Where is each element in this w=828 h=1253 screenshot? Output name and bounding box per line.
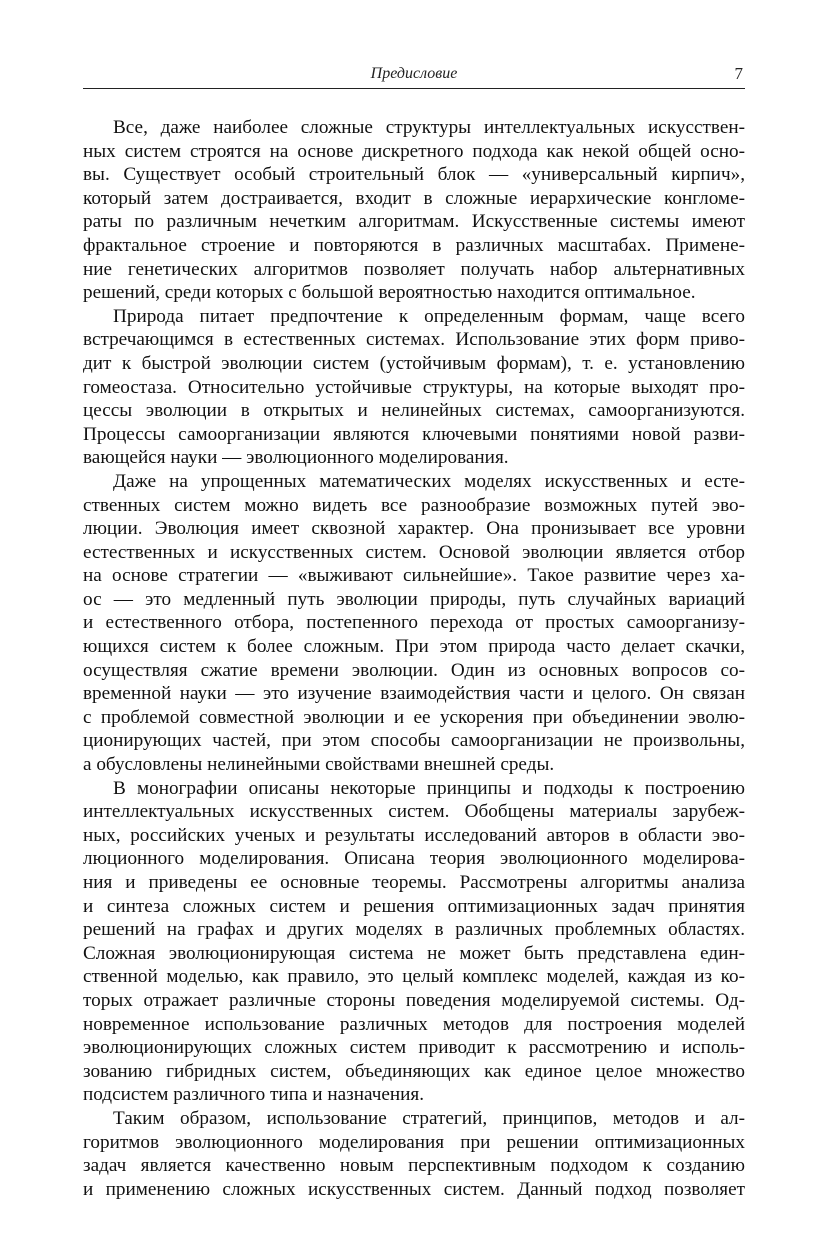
text-line: решений, среди которых с большой вероятностью находится оптимальное. <box>83 282 696 304</box>
text-line: Процессы самоорганизации являются ключевыми понятиями новой разви- <box>83 423 745 445</box>
text-line: вающейся науки — эволюционного моделирования. <box>83 447 509 469</box>
text-line: гомеостаза. Относительно устойчивые структуры, на которые выходят про- <box>83 376 745 398</box>
paragraph <box>83 1107 745 1201</box>
text-line: фрактальное строение и повторяются в различных масштабах. Примене- <box>83 234 745 256</box>
text-line: осуществляя сжатие времени эволюции. Один из основных вопросов со- <box>83 659 745 681</box>
text-line: на основе стратегии — «выживают сильнейшие». Такое развитие через ха- <box>83 565 745 587</box>
text-line: который затем достраивается, входит в сложные иерархические конгломе- <box>83 187 745 209</box>
text-line: В монографии описаны некоторые принципы и подходы к построению <box>113 777 745 799</box>
text-line: а обусловлены нелинейными свойствами внешней среды. <box>83 754 555 776</box>
text-line: Даже на упрощенных математических моделях искусственных и есте- <box>113 470 745 492</box>
text-line: и естественного отбора, постепенного перехода от простых самоорганизу- <box>83 612 745 634</box>
paragraph <box>83 470 745 777</box>
text-line: ющихся систем к более сложным. При этом природа часто делает скачки, <box>83 636 745 658</box>
paragraph <box>83 116 745 305</box>
text-line: Таким образом, использование стратегий, принципов, методов и ал- <box>113 1107 745 1129</box>
text-line: дит к быстрой эволюции систем (устойчивым формам), т. е. установлению <box>83 352 745 374</box>
text-line: раты по различным нечетким алгоритмам. Искусственные системы имеют <box>83 211 745 233</box>
page-number: 7 <box>734 64 743 83</box>
text-line: задач является качественно новым перспективным подходом к созданию <box>83 1155 745 1177</box>
header-rule <box>83 88 745 89</box>
text-line: естественных и искусственных систем. Основой эволюции является отбор <box>83 541 745 563</box>
running-header-title: Предисловие <box>370 65 458 82</box>
text-line: ственной моделью, как правило, это целый комплекс моделей, каждая из ко- <box>83 966 745 988</box>
text-line: Сложная эволюционирующая система не может быть представлена един- <box>83 942 745 964</box>
text-line: ние генетических алгоритмов позволяет получать набор альтернативных <box>83 258 745 280</box>
text-line: горитмов эволюционного моделирования при решении оптимизационных <box>83 1131 745 1153</box>
text-line: решений на графах и других моделях в различных проблемных областях. <box>83 919 745 941</box>
paragraph <box>83 777 745 1107</box>
text-line: и синтеза сложных систем и решения оптимизационных задач принятия <box>83 895 745 917</box>
text-line: ных систем строятся на основе дискретного подхода как некой общей осно- <box>83 140 745 162</box>
text-line: зованию гибридных систем, объединяющих как единое целое множество <box>83 1060 745 1082</box>
text-line: ных, российских ученых и результаты исследований авторов в области эво- <box>83 824 745 846</box>
text-line: подсистем различного типа и назначения. <box>83 1084 425 1106</box>
text-line: встречающимся в естественных системах. Использование этих форм приво- <box>83 329 745 351</box>
text-line: цессы эволюции в открытых и нелинейных системах, самоорганизуются. <box>83 400 745 422</box>
text-line: новременное использование различных методов для построения моделей <box>83 1013 745 1035</box>
text-line: люционного моделирования. Описана теория эволюционного моделирова- <box>83 848 745 870</box>
text-line: люции. Эволюция имеет сквозной характер. Она пронизывает все уровни <box>83 518 745 540</box>
text-line: торых отражает различные стороны поведения моделируемой системы. Од- <box>83 989 745 1011</box>
text-line: ционирующих частей, при этом способы самоорганизации не произвольны, <box>83 730 745 752</box>
body-text <box>83 116 745 1201</box>
text-line: с проблемой совместной эволюции и ее ускорения при объединении эволю- <box>83 706 745 728</box>
text-line: и применению сложных искусственных систем. Данный подход позволяет <box>83 1178 745 1200</box>
text-line: эволюционирующих сложных систем приводит к рассмотрению и исполь- <box>83 1037 745 1059</box>
text-line: ос — это медленный путь эволюции природы, путь случайных вариаций <box>83 588 745 610</box>
text-line: Все, даже наиболее сложные структуры интеллектуальных искусствен- <box>113 117 745 138</box>
text-line: вы. Существует особый строительный блок — «универсальный кирпич», <box>83 164 745 186</box>
text-line: интеллектуальных искусственных систем. Обобщены материалы зарубеж- <box>83 801 745 823</box>
running-header <box>83 62 745 86</box>
paragraph <box>83 305 745 470</box>
text-line: ния и приведены ее основные теоремы. Рассмотрены алгоритмы анализа <box>83 872 745 893</box>
text-line: ственных систем можно видеть все разнообразие возможных путей эво- <box>83 494 745 516</box>
text-line: Природа питает предпочтение к определенным формам, чаще всего <box>113 305 745 327</box>
text-line: временной науки — это изучение взаимодействия части и целого. Он связан <box>83 683 745 705</box>
